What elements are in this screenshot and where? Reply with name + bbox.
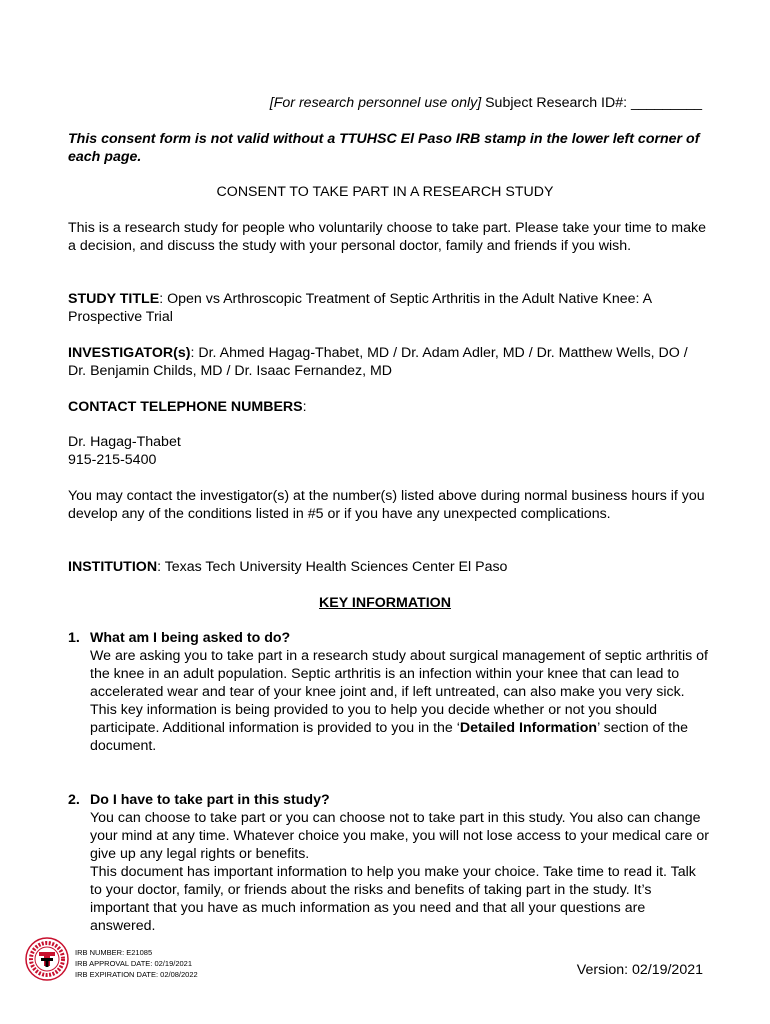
list-item [90, 629, 710, 755]
document-title: CONSENT TO TAKE PART IN A RESEARCH STUDY [216, 184, 554, 200]
institution-block [68, 558, 708, 576]
item-text: This key information is being provided to you to help you decide whether or not you should participate. Additional information is provided to you in the ‘ [90, 702, 658, 736]
study-title-block [68, 290, 708, 326]
irb-number: IRB NUMBER: E21085 [75, 948, 153, 957]
item-paragraph: You can choose to take part or you can choose not to take part in this study. You also can change your mind at any time. Whatever choice you make, you will not lose access to your medical care or give up any legal rights or benefits. [90, 810, 709, 862]
contact-phone: 915-215-5400 [68, 452, 157, 468]
contact-name: Dr. Hagag-Thabet [68, 434, 181, 450]
investigators-label: INVESTIGATOR(s) [68, 345, 191, 361]
item-number: 1. [68, 630, 80, 646]
study-title-label: STUDY TITLE [68, 291, 160, 307]
irb-seal-icon [25, 937, 69, 981]
irb-approval-date: IRB APPROVAL DATE: 02/19/2021 [75, 959, 193, 968]
item-paragraph: We are asking you to take part in a research study about surgical management of septic arthritis of the knee in an adult population. Septic arthritis is an infection within your knee that can lead to accelerated wear and tear of your knee joint and, if left untreated, can also make you very sick. [90, 648, 709, 700]
investigators-value: : Dr. Ahmed Hagag-Thabet, MD / Dr. Adam Adler, MD / Dr. Matthew Wells, DO / Dr. Benjamin Childs, MD / Dr. Isaac Fernandez, MD [68, 345, 688, 379]
institution-label: INSTITUTION [68, 559, 158, 575]
item-number: 2. [68, 792, 80, 808]
contact-note: You may contact the investigator(s) at the number(s) listed above during normal business hours if you develop any of the conditions listed in #5 or if you have any unexpected complications. [68, 488, 705, 522]
item-paragraph-2 [90, 701, 710, 755]
irb-stamp-warning: This consent form is not valid without a TTUHSC El Paso IRB stamp in the lower left corner of each page. [68, 131, 700, 165]
study-title-value: : Open vs Arthroscopic Treatment of Septic Arthritis in the Adult Native Knee: A Prospective Trial [68, 291, 652, 325]
research-use-note: [For research personnel use only] [269, 95, 482, 111]
subject-research-id: Subject Research ID#: _________ [481, 95, 702, 111]
detailed-information-ref: Detailed Information [459, 720, 598, 736]
investigators-block [68, 344, 708, 380]
list-item [90, 791, 710, 935]
research-id-line [68, 94, 702, 112]
intro-paragraph: This is a research study for people who voluntarily choose to take part. Please take your time to make a decision, and discuss the study with your personal doctor, family and friends if you wish. [68, 220, 706, 254]
version-label: Version: 02/19/2021 [576, 962, 703, 978]
item-text-end: ’ section of the document. [90, 720, 689, 754]
key-information-heading: KEY INFORMATION [319, 595, 451, 611]
institution-value: : Texas Tech University Health Sciences Center El Paso [157, 559, 508, 575]
item-paragraph-2: This document has important information to help you make your choice. Take time to read it. Talk to your doctor, family, or friends about the risks and benefits of taking part in the study. It’s important that you have as much information as you need and that all your questions are answered. [90, 864, 696, 934]
irb-expiration-date: IRB EXPIRATION DATE: 02/08/2022 [75, 970, 198, 979]
item-question: Do I have to take part in this study? [90, 792, 330, 808]
contact-heading [68, 398, 708, 416]
item-question: What am I being asked to do? [90, 630, 291, 646]
contact-suffix: : [302, 399, 307, 415]
contact-label: CONTACT TELEPHONE NUMBERS [68, 399, 303, 415]
